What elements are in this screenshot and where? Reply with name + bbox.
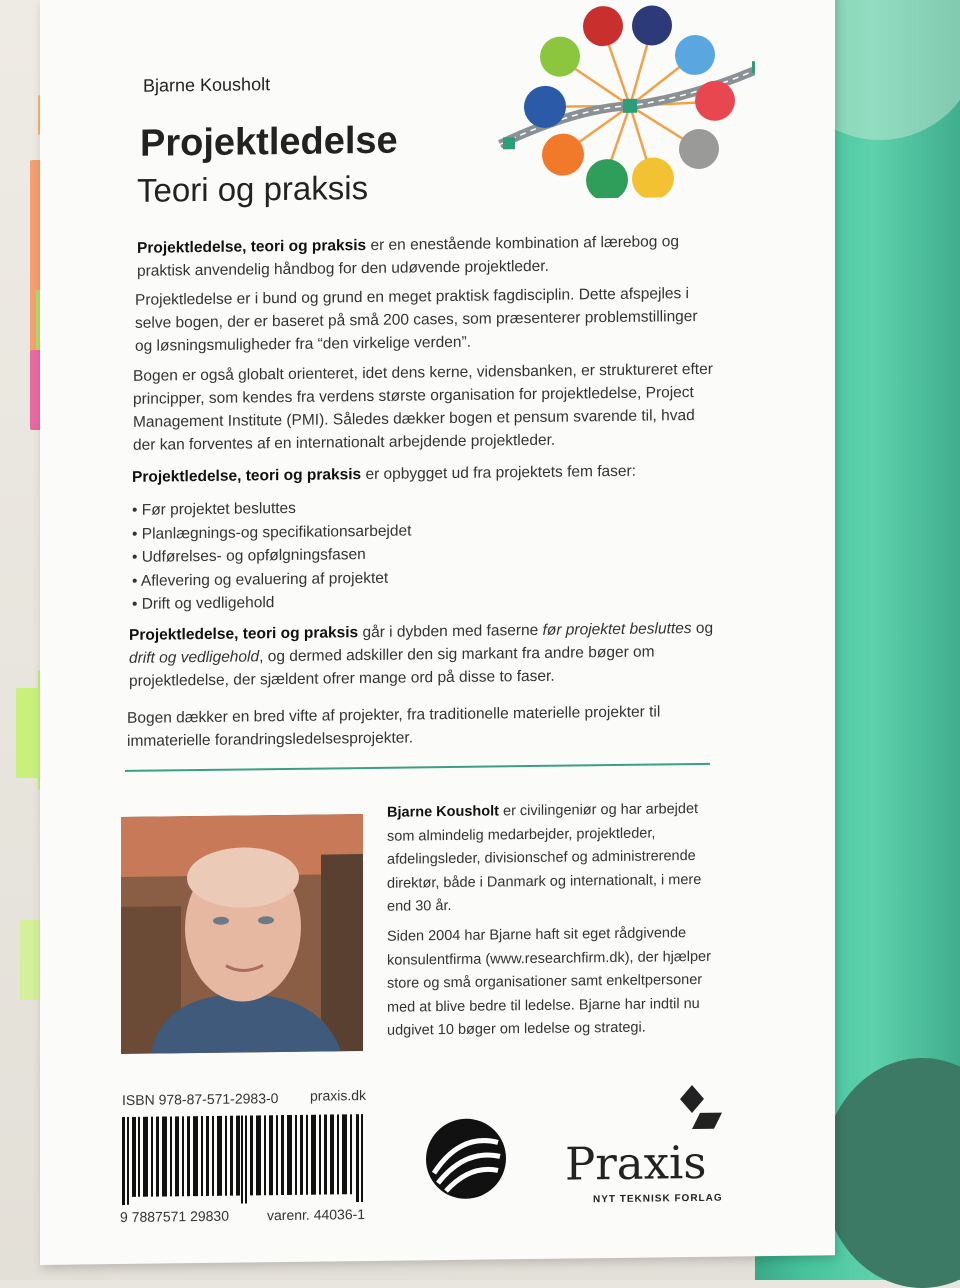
intro-paragraph: Projektledelse, teori og praksis er en enestående kombination af lærebog og praktisk anvendelig håndbog for den udøvende projektleder. xyxy=(137,233,679,280)
swan-ecolabel-icon xyxy=(420,1112,512,1205)
list-item: • Planlægnings-og specifikationsarbejdet xyxy=(132,519,411,546)
project-network-illustration xyxy=(455,0,755,200)
phases-list xyxy=(132,495,411,616)
barcode-number: 9 7887571 29830 xyxy=(120,1207,229,1226)
book-title: Projektledelse xyxy=(140,119,398,165)
publisher-logo-text: Praxis xyxy=(565,1135,707,1191)
list-item: • Drift og vedligehold xyxy=(132,589,411,616)
list-item: • Udførelses- og opfølgningsfasen xyxy=(132,542,411,569)
paragraph-depth: Projektledelse, teori og praksis går i dybden med faserne før projektet besluttes og drift og vedligehold, og dermed adskiller den sig markant fra andre bøger om projektledelse, der sjældent ofrer mange ord på disse to faser. xyxy=(129,619,714,690)
paragraph-phases-intro: Projektledelse, teori og praksis er opbygget ud fra projektets fem faser: xyxy=(132,462,636,486)
item-number: varenr. 44036-1 xyxy=(267,1206,366,1224)
list-item: • Før projektet besluttes xyxy=(132,495,411,522)
author-name: Bjarne Kousholt xyxy=(143,74,271,96)
barcode-image xyxy=(122,1114,365,1205)
paragraph-practical: Projektledelse er i bund og grund en meget praktisk fagdisciplin. Dette afspejles i selve bogen, der er baseret på små 200 cases, som præsenterer problemstillinger og løsningsmuligheder fra “den virkelige verden”. xyxy=(135,285,698,355)
author-bio-paragraph: Bjarne Kousholt er civilingeniør og har arbejdet som almindelig medarbejder, projektleder, afdelingsleder, divisionschef og administrerende direktør, både i Danmark og internationalt, i mere end 30 år. xyxy=(387,800,702,915)
isbn-text: ISBN 978-87-571-2983-0 xyxy=(122,1090,279,1108)
publisher-subtitle: NYT TEKNISK FORLAG xyxy=(593,1192,723,1206)
paragraph-range: Bogen dækker en bred vifte af projekter, fra traditionelle materielle projekter til immaterielle forandringsledelsesprojekter. xyxy=(127,703,661,750)
author-photo xyxy=(121,814,363,1054)
book-back-cover xyxy=(40,0,835,1265)
divider-line xyxy=(125,763,710,772)
book-subtitle: Teori og praksis xyxy=(137,168,369,209)
paragraph-global: Bogen er også globalt orienteret, idet dens kerne, vidensbanken, er struktureret efter principper, som kendes fra verdens største organisation for projektledelse, Project Management Institute (PMI). Således dækker bogen et pensum svarende til, hvad der kan forventes af en internationalt arbejdende projektleder. xyxy=(133,360,713,454)
author-company-paragraph: Siden 2004 har Bjarne haft sit eget rådgivende konsulentfirma (www.researchfirm.dk), der hjælper store og små organisationer samt enkeltpersoner med at blive bedre til ledelse. Bjarne har indtil nu udgivet 10 bøger om ledelse og strategi. xyxy=(387,925,711,1039)
praxis-logo-icon xyxy=(678,1085,724,1132)
list-item: • Aflevering og evaluering af projektet xyxy=(132,566,411,593)
website-text: praxis.dk xyxy=(310,1087,367,1104)
